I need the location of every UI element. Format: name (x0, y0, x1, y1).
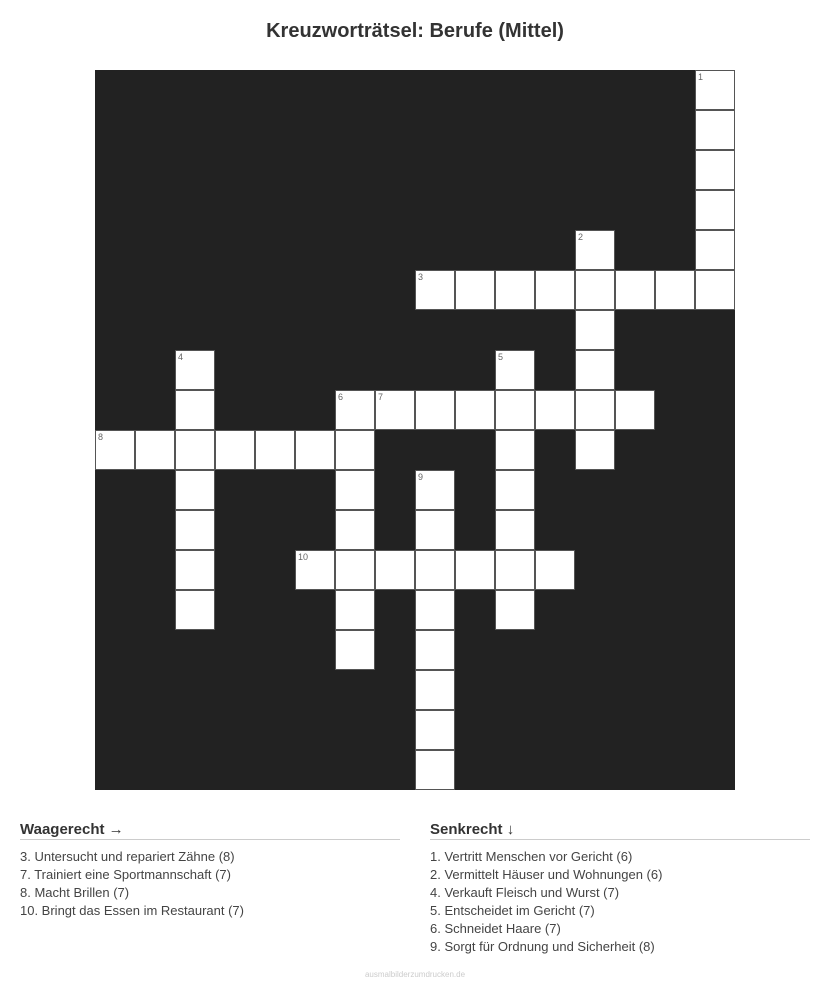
across-clue-list (20, 848, 400, 920)
cell-number: 6 (338, 392, 344, 402)
across-clue: 8. Macht Brillen (7) (20, 885, 130, 900)
grid-cell[interactable] (535, 390, 575, 430)
grid-cell[interactable] (415, 630, 455, 670)
down-clue: 9. Sorgt für Ordnung und Sicherheit (8) (430, 939, 655, 954)
cell-number: 1 (698, 72, 704, 82)
grid-cell[interactable] (575, 390, 615, 430)
across-heading: Waagerecht → (20, 821, 400, 840)
grid-cell[interactable] (455, 270, 495, 310)
grid-cell[interactable] (495, 430, 535, 470)
down-clue: 2. Vermittelt Häuser und Wohnungen (6) (430, 867, 663, 882)
grid-cell[interactable] (575, 310, 615, 350)
grid-cell[interactable] (495, 470, 535, 510)
cell-number: 8 (98, 432, 104, 442)
across-clues-section (20, 821, 400, 920)
grid-cell[interactable] (135, 430, 175, 470)
grid-cell[interactable] (495, 550, 535, 590)
cell-number: 5 (498, 352, 504, 362)
grid-cell[interactable] (695, 190, 735, 230)
grid-cell[interactable] (615, 390, 655, 430)
down-clue: 4. Verkauft Fleisch und Wurst (7) (430, 885, 620, 900)
grid-cell[interactable] (495, 510, 535, 550)
cell-number: 2 (578, 232, 584, 242)
grid-cell[interactable] (215, 430, 255, 470)
grid-cell[interactable] (375, 390, 415, 430)
grid-cell[interactable] (695, 150, 735, 190)
grid-cell[interactable] (615, 270, 655, 310)
grid-cell[interactable] (495, 350, 535, 390)
across-clue: 3. Untersucht und repariert Zähne (8) (20, 849, 235, 864)
across-clue: 7. Trainiert eine Sportmannschaft (7) (20, 867, 231, 882)
cell-number: 3 (418, 272, 424, 282)
down-clue: 1. Vertritt Menschen vor Gericht (6) (430, 849, 633, 864)
cell-number: 7 (378, 392, 384, 402)
grid-cell[interactable] (295, 550, 335, 590)
grid-cell[interactable] (415, 590, 455, 630)
grid-cell[interactable] (535, 270, 575, 310)
grid-cell[interactable] (335, 550, 375, 590)
grid-cell[interactable] (695, 110, 735, 150)
grid-cell[interactable] (335, 430, 375, 470)
grid-cell[interactable] (335, 510, 375, 550)
grid-cell[interactable] (415, 750, 455, 790)
grid-cell[interactable] (255, 430, 295, 470)
grid-cell[interactable] (415, 710, 455, 750)
grid-cell[interactable] (415, 550, 455, 590)
grid-cell[interactable] (175, 590, 215, 630)
crossword-grid (95, 70, 735, 790)
down-clue: 6. Schneidet Haare (7) (430, 921, 561, 936)
cell-number: 9 (418, 472, 424, 482)
grid-cell[interactable] (575, 430, 615, 470)
grid-cell[interactable] (695, 270, 735, 310)
down-clues-section (430, 821, 810, 956)
grid-cell[interactable] (335, 390, 375, 430)
grid-cell[interactable] (535, 550, 575, 590)
grid-cell[interactable] (455, 390, 495, 430)
grid-cell[interactable] (415, 390, 455, 430)
cell-number: 10 (298, 552, 309, 562)
grid-cell[interactable] (495, 390, 535, 430)
grid-cell[interactable] (655, 270, 695, 310)
grid-cell[interactable] (575, 270, 615, 310)
across-clue: 10. Bringt das Essen im Restaurant (7) (20, 903, 244, 918)
grid-cell[interactable] (175, 430, 215, 470)
grid-cell[interactable] (175, 510, 215, 550)
grid-cell[interactable] (415, 270, 455, 310)
grid-cell[interactable] (575, 350, 615, 390)
grid-cell[interactable] (415, 470, 455, 510)
page-title: Kreuzworträtsel: Berufe (Mittel) (266, 20, 564, 42)
grid-cell[interactable] (695, 230, 735, 270)
grid-cell[interactable] (575, 230, 615, 270)
grid-cell[interactable] (695, 70, 735, 110)
grid-cell[interactable] (455, 550, 495, 590)
grid-cell[interactable] (335, 470, 375, 510)
down-heading: Senkrecht ↓ (430, 821, 810, 840)
grid-cell[interactable] (95, 430, 135, 470)
grid-cell[interactable] (175, 390, 215, 430)
grid-cell[interactable] (415, 510, 455, 550)
grid-cell[interactable] (495, 270, 535, 310)
grid-cell[interactable] (335, 630, 375, 670)
grid-cell[interactable] (375, 550, 415, 590)
grid-cell[interactable] (415, 670, 455, 710)
grid-cell[interactable] (295, 430, 335, 470)
cell-number: 4 (178, 352, 184, 362)
down-clue-list (430, 848, 810, 956)
down-clue: 5. Entscheidet im Gericht (7) (430, 903, 595, 918)
footer-credit: ausmalbilderzumdrucken.de (364, 970, 466, 979)
grid-cell[interactable] (335, 590, 375, 630)
grid-cell[interactable] (175, 550, 215, 590)
grid-cell[interactable] (175, 470, 215, 510)
grid-cell[interactable] (495, 590, 535, 630)
grid-cell[interactable] (175, 350, 215, 390)
